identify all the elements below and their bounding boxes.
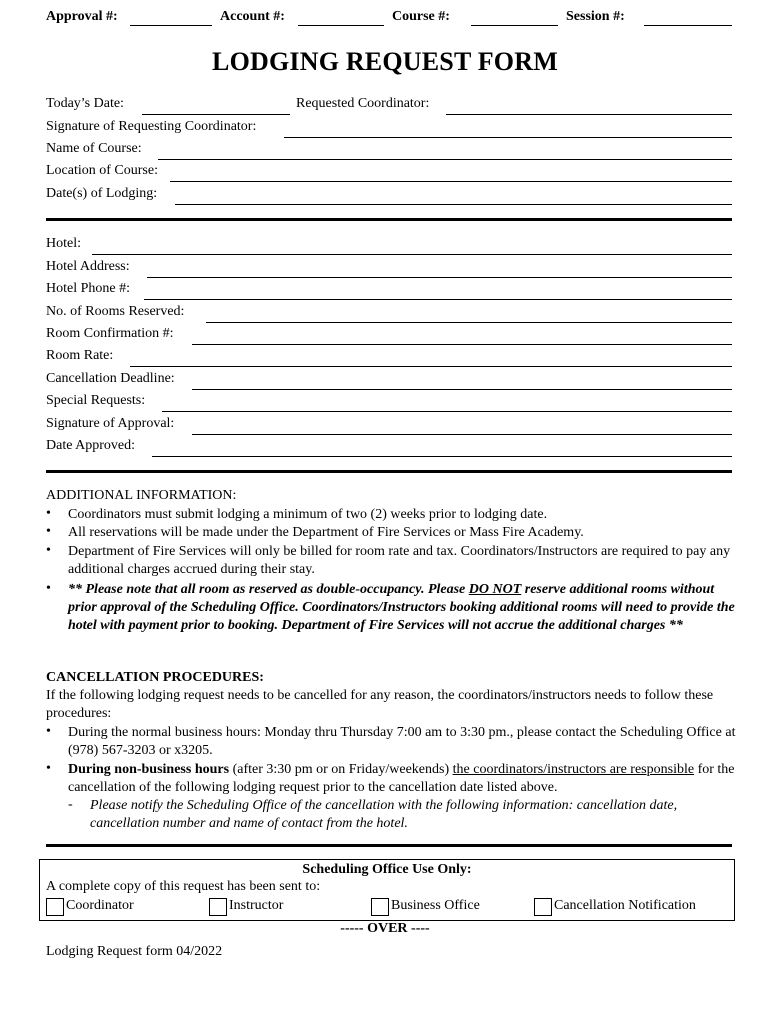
signature-requesting-label: Signature of Requesting Coordinator: xyxy=(46,119,257,134)
dates-of-lodging-label: Date(s) of Lodging: xyxy=(46,186,158,201)
bullet-icon: • xyxy=(46,506,51,521)
section-divider xyxy=(46,844,732,847)
date-approved-label: Date Approved: xyxy=(46,438,136,453)
name-of-course-label: Name of Course: xyxy=(46,141,142,156)
cancellation-bullet-2 xyxy=(68,761,736,797)
coordinator-checkbox-label: Coordinator xyxy=(66,898,134,913)
hotel-field[interactable] xyxy=(92,254,732,255)
rooms-reserved-label: No. of Rooms Reserved: xyxy=(46,304,185,319)
hotel-phone-label: Hotel Phone #: xyxy=(46,281,130,296)
room-confirmation-label: Room Confirmation #: xyxy=(46,326,174,341)
account-field[interactable] xyxy=(298,25,384,26)
over-text: ----- OVER ---- xyxy=(340,921,430,936)
additional-heading: ADDITIONAL INFORMATION: xyxy=(46,488,237,503)
list-item xyxy=(46,724,736,760)
approval-field[interactable] xyxy=(130,25,212,26)
cancellation-end-text: for the cancellation of the following lodging request prior to the cancellation date listed above. xyxy=(68,762,735,795)
cancellation-deadline-label: Cancellation Deadline: xyxy=(46,371,175,386)
special-requests-label: Special Requests: xyxy=(46,393,146,408)
course-label: Course #: xyxy=(392,9,450,24)
list-item xyxy=(46,581,736,653)
cancellation-deadline-field[interactable] xyxy=(192,389,732,390)
approval-label: Approval #: xyxy=(46,9,118,24)
business-office-checkbox-label: Business Office xyxy=(391,898,480,913)
additional-bullet-1: Coordinators must submit lodging a minimum of two (2) weeks prior to lodging date. xyxy=(68,507,548,522)
note-text-2: reserve additional rooms without prior approval of the Scheduling Office. Coordinators/Instructors booking additional rooms will need to provide the hotel with payment prior to booking. Department of Fire Services will not accrue the additional charges ** xyxy=(68,582,735,633)
signature-approval-label: Signature of Approval: xyxy=(46,416,175,431)
date-approved-field[interactable] xyxy=(152,456,732,457)
cancellation-notification-checkbox-label: Cancellation Notification xyxy=(554,898,696,913)
cancellation-heading: CANCELLATION PROCEDURES: xyxy=(46,670,264,685)
requested-coordinator-field[interactable] xyxy=(446,114,732,115)
signature-requesting-field[interactable] xyxy=(284,137,732,138)
section-divider xyxy=(46,218,732,221)
cancellation-notification-checkbox[interactable] xyxy=(534,898,552,916)
hotel-address-label: Hotel Address: xyxy=(46,259,130,274)
responsible-text: the coordinators/instructors are responsible xyxy=(452,762,695,777)
location-of-course-field[interactable] xyxy=(170,181,732,182)
bullet-icon: • xyxy=(46,524,51,539)
todays-date-field[interactable] xyxy=(142,114,290,115)
rooms-reserved-field[interactable] xyxy=(206,322,732,323)
hotel-label: Hotel: xyxy=(46,236,81,251)
bullet-icon: • xyxy=(46,543,51,558)
requested-coordinator-label: Requested Coordinator: xyxy=(296,96,430,111)
hotel-address-field[interactable] xyxy=(147,277,732,278)
do-not-text: DO NOT xyxy=(468,582,522,597)
account-label: Account #: xyxy=(220,9,285,24)
cancellation-sub-item: Please notify the Scheduling Office of the cancellation with the following information: cancellation date, cancellation number and name of contact from the hotel. xyxy=(90,798,678,831)
session-label: Session #: xyxy=(566,9,625,24)
section-divider xyxy=(46,470,732,473)
list-item xyxy=(46,524,736,542)
form-footer: Lodging Request form 04/2022 xyxy=(46,944,223,959)
bullet-icon: • xyxy=(46,761,51,776)
list-item xyxy=(46,761,736,797)
after-hours-text: (after 3:30 pm or on Friday/weekends) xyxy=(229,762,453,777)
course-field[interactable] xyxy=(471,25,558,26)
name-of-course-field[interactable] xyxy=(158,159,732,160)
business-office-checkbox[interactable] xyxy=(371,898,389,916)
bullet-icon: • xyxy=(46,581,51,596)
list-item xyxy=(46,543,736,579)
location-of-course-label: Location of Course: xyxy=(46,163,158,178)
office-box-title: Scheduling Office Use Only: xyxy=(302,862,472,877)
session-field[interactable] xyxy=(644,25,732,26)
special-requests-field[interactable] xyxy=(162,411,732,412)
room-confirmation-field[interactable] xyxy=(192,344,732,345)
sent-to-text: A complete copy of this request has been sent to: xyxy=(46,879,321,894)
dash-marker: - xyxy=(68,797,73,812)
list-item xyxy=(68,797,736,833)
additional-bullet-3: Department of Fire Services will only be billed for room rate and tax. Coordinators/Instructors are required to pay any additional charges accrued during their stay. xyxy=(68,544,731,577)
hotel-phone-field[interactable] xyxy=(144,299,732,300)
non-business-hours-text: During non-business hours xyxy=(68,762,230,777)
form-title: LODGING REQUEST FORM xyxy=(212,47,558,76)
header-bar xyxy=(46,9,736,29)
cancellation-intro: If the following lodging request needs to be cancelled for any reason, the coordinators/instructors needs to follow these procedures: xyxy=(46,688,714,721)
note-text-1: ** Please note that all room as reserved as double-occupancy. Please xyxy=(68,582,469,597)
room-rate-label: Room Rate: xyxy=(46,348,114,363)
room-rate-field[interactable] xyxy=(130,366,732,367)
list-item xyxy=(46,506,736,524)
coordinator-checkbox[interactable] xyxy=(46,898,64,916)
instructor-checkbox-label: Instructor xyxy=(229,898,284,913)
instructor-checkbox[interactable] xyxy=(209,898,227,916)
bullet-icon: • xyxy=(46,724,51,739)
cancellation-bullet-1: During the normal business hours: Monday thru Thursday 7:00 am to 3:30 pm., please contact the Scheduling Office at (978) 567-3203 or x3205. xyxy=(68,725,736,758)
dates-of-lodging-field[interactable] xyxy=(175,204,732,205)
signature-approval-field[interactable] xyxy=(192,434,732,435)
additional-bullet-2: All reservations will be made under the Department of Fire Services or Mass Fire Academy. xyxy=(68,525,584,540)
additional-bullet-4 xyxy=(68,581,736,635)
todays-date-label: Today’s Date: xyxy=(46,96,124,111)
